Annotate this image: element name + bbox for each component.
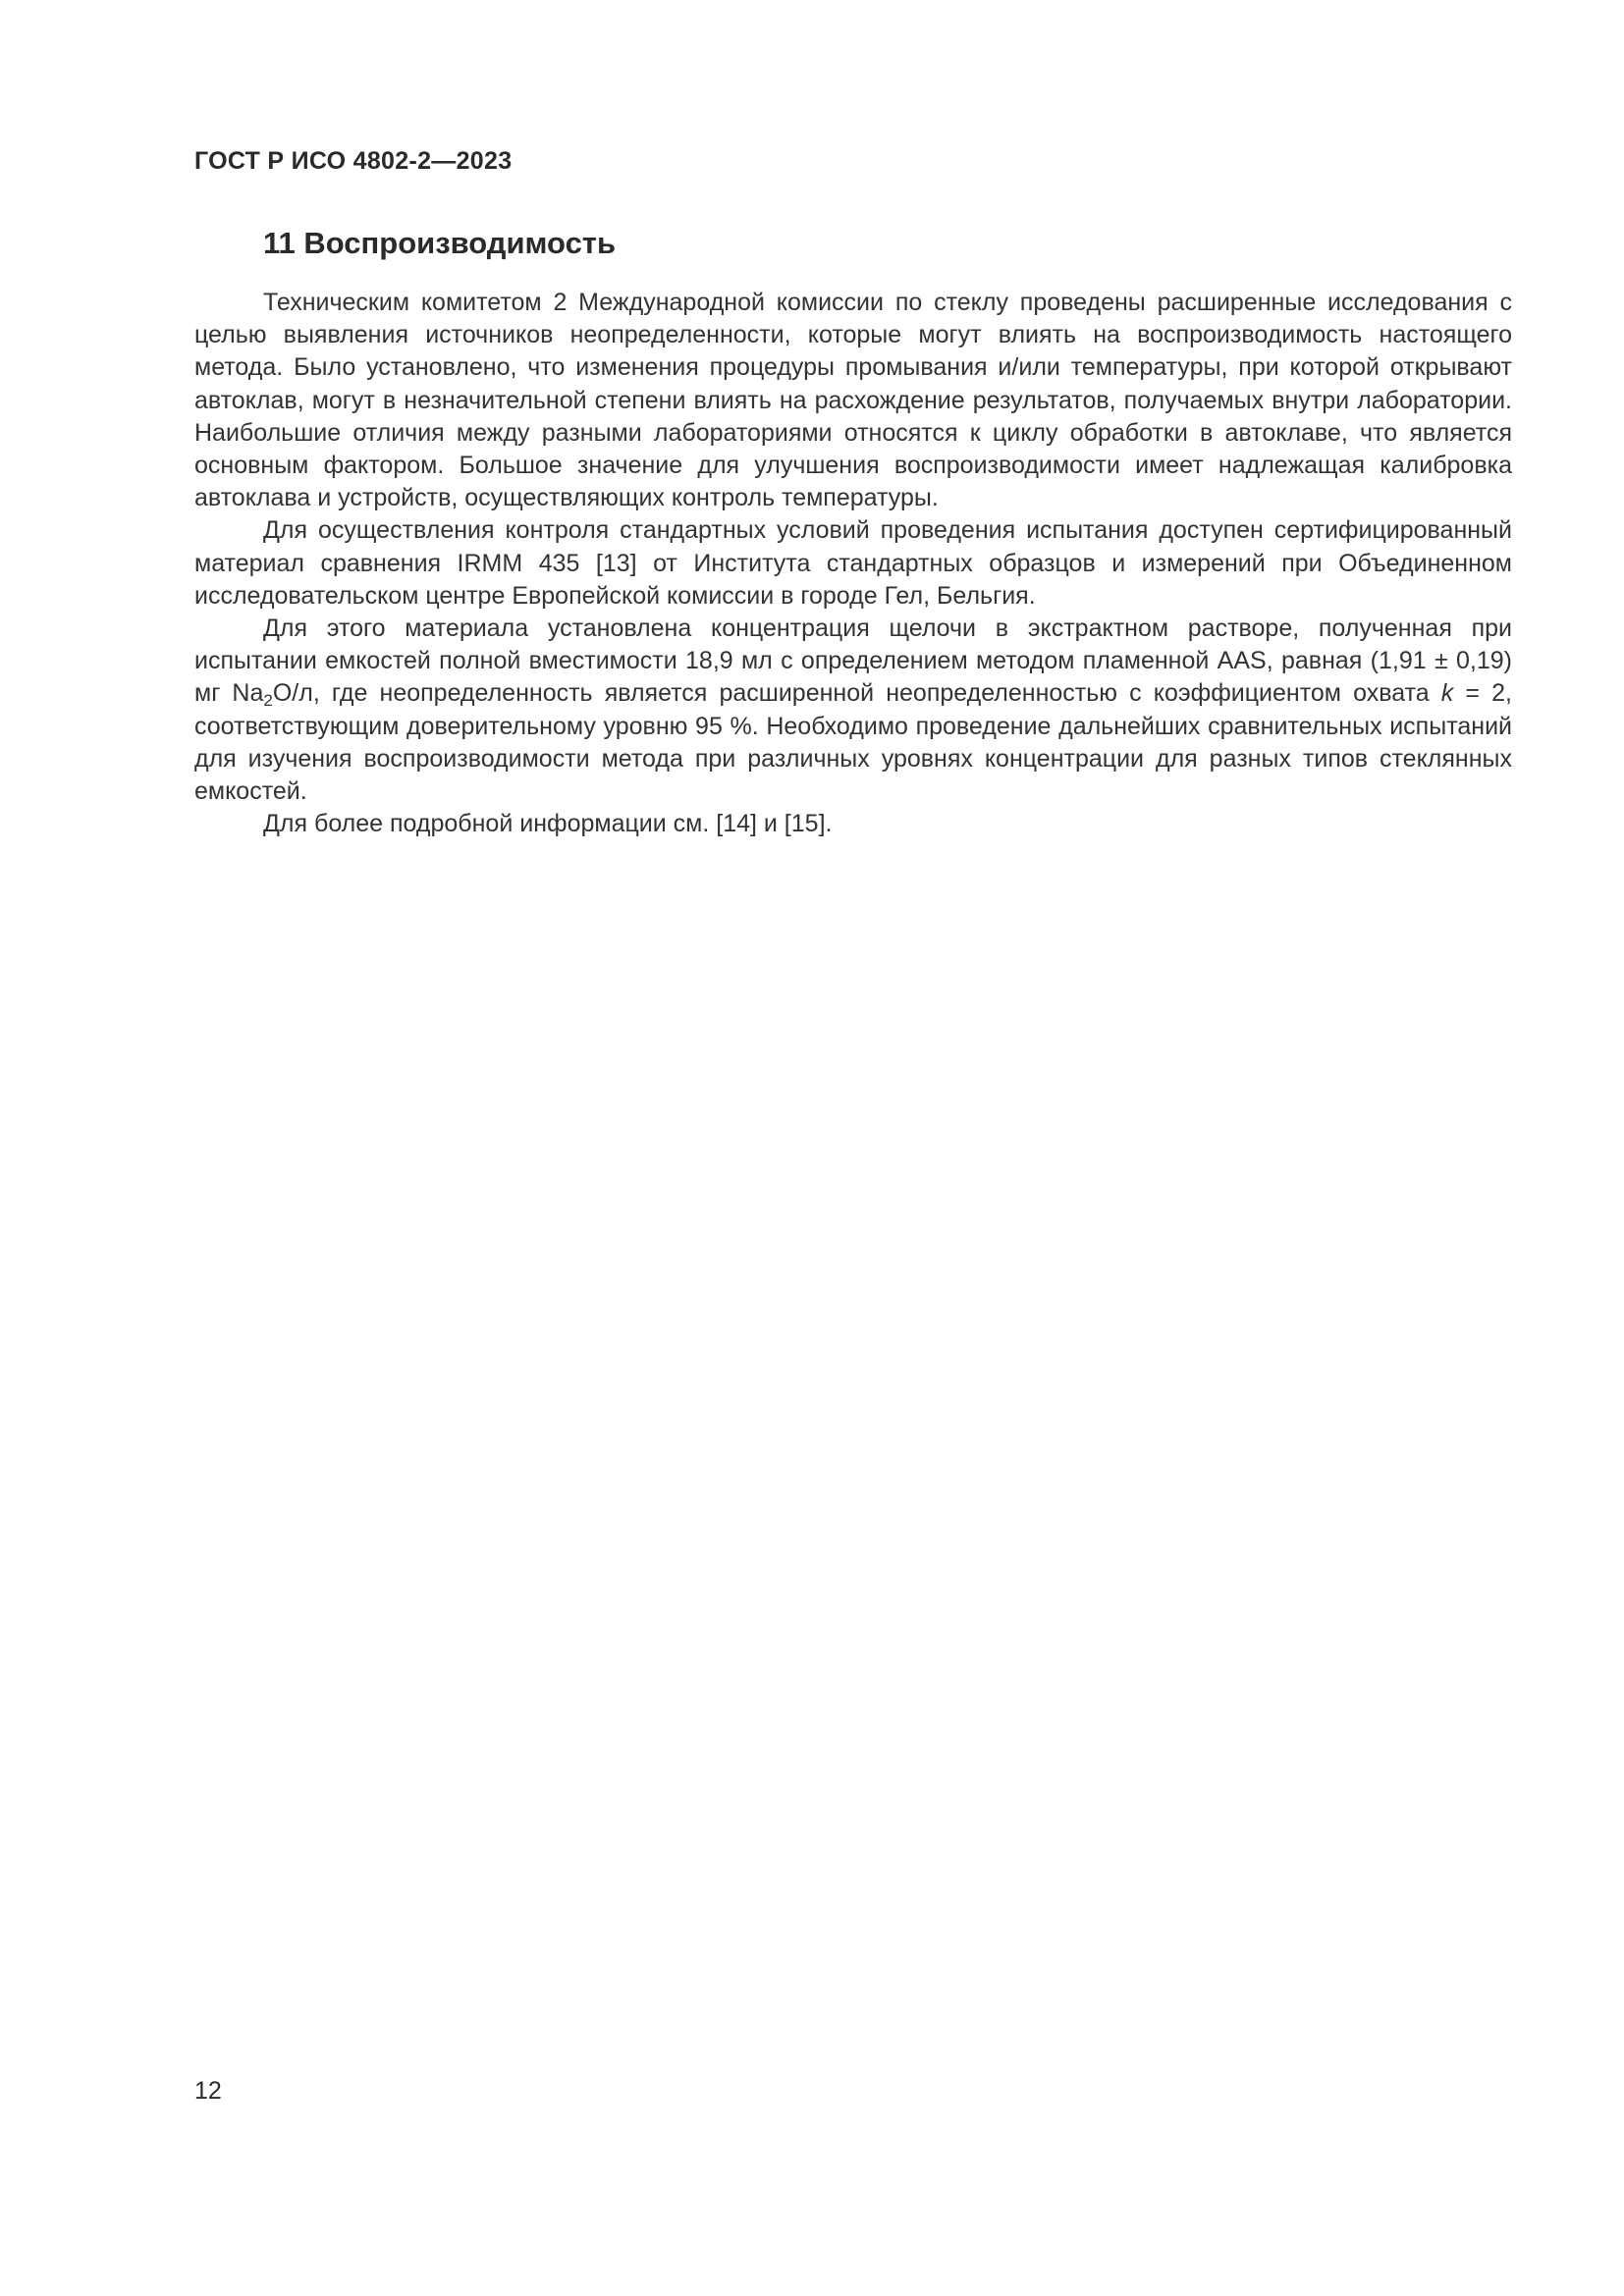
paragraph-alkali-concentration [194,613,1512,808]
coverage-factor-symbol: k [1440,679,1454,708]
paragraph-alkali-text-part2: O/л, где неопределенность является расширенной неопределенностью с коэффициентом охвата [272,679,1441,708]
document-header: ГОСТ Р ИСО 4802-2—2023 [194,147,513,175]
page-number: 12 [194,2077,222,2105]
section-body [194,287,1512,840]
subscript-2: 2 [263,691,273,711]
section-title: 11 Воспроизводимость [263,226,617,260]
paragraph-references: Для более подробной информации см. [14] и [15]. [263,810,833,838]
paragraph-alkali-text-part3: = 2, соответствующим доверительному уровню 95 %. Необходимо проведение дальнейших сравнительных испытаний для изучения воспроизводимости метода при различных уровнях концентрации для разных типов стеклянных емкостей. [194,679,1512,806]
paragraph-uncertainty-study: Техническим комитетом 2 Международной комиссии по стеклу проведены расширенные исследования с целью выявления источников неопределенности, которые могут влиять на воспроизводимость настоящего метода. Было установлено, что изменения процедуры промывания и/или температуры, при которой открывают автоклав, могут в незначительной степени влиять на расхождение результатов, получаемых внутри лаборатории. Наибольшие отличия между разными лабораториями относятся к циклу обработки в автоклаве, что является основным фактором. Большое значение для улучшения воспроизводимости имеет надлежащая калибровка автоклава и устройств, осуществляющих контроль температуры. [194,289,1512,512]
paragraph-reference-material: Для осуществления контроля стандартных условий проведения испытания доступен сертифицированный материал сравнения IRMM 435 [13] от Института стандартных образцов и измерений при Объединенном исследовательском центре Европейской комиссии в городе Гел, Бельгия. [194,516,1512,610]
paragraph-alkali-text-part1: Для этого материала установлена концентрация щелочи в экстрактном растворе, полученная при испытании емкостей полной вместимости 18,9 мл с определением методом пламенной AAS, равная (1,91 ± 0,19) мг Na [194,614,1512,708]
